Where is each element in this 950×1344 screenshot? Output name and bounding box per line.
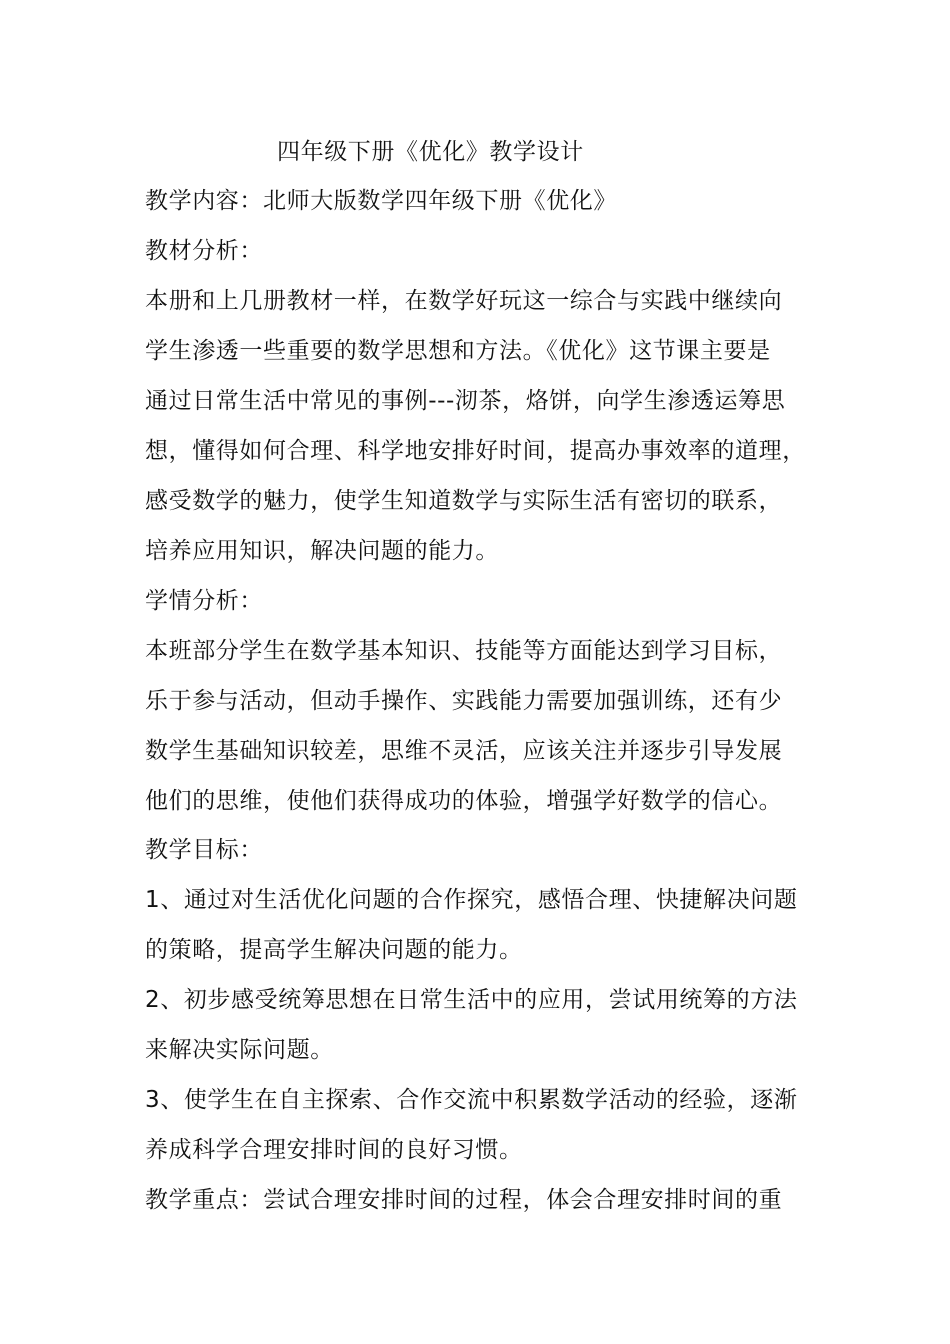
text-line: 数学生基础知识较差，思维不灵活，应该关注并逐步引导发展 [145,738,783,764]
text-line: 养成科学合理安排时间的良好习惯。 [145,1137,523,1163]
document-title: 四年级下册《优化》教学设计 [277,139,584,165]
text-line: 培养应用知识，解决问题的能力。 [145,538,499,564]
text-line: 乐于参与活动，但动手操作、实践能力需要加强训练，还有少 [145,688,783,714]
text-line: 感受数学的魅力，使学生知道数学与实际生活有密切的联系， [145,488,783,514]
text-line: 3、使学生在自主探索、合作交流中积累数学活动的经验，逐渐 [145,1087,798,1113]
text-line: 2、初步感受统筹思想在日常生活中的应用，尝试用统筹的方法 [145,987,798,1013]
text-line: 的策略，提高学生解决问题的能力。 [145,937,523,963]
text-line: 他们的思维，使他们获得成功的体验，增强学好数学的信心。 [145,788,783,814]
text-line: 通过日常生活中常见的事例---沏茶，烙饼，向学生渗透运筹思 [145,388,786,414]
text-line: 本册和上几册教材一样，在数学好玩这一综合与实践中继续向 [145,288,783,314]
text-line: 学生渗透一些重要的数学思想和方法。《优化》这节课主要是 [145,338,771,364]
text-line: 教学内容：北师大版数学四年级下册《优化》 [145,188,617,214]
text-line: 想，懂得如何合理、科学地安排好时间，提高办事效率的道理， [145,438,806,464]
text-line: 教学重点：尝试合理安排时间的过程，体会合理安排时间的重 [145,1187,783,1213]
text-line: 本班部分学生在数学基本知识、技能等方面能达到学习目标， [145,638,783,664]
text-line: 1、通过对生活优化问题的合作探究，感悟合理、快捷解决问题 [145,887,798,913]
text-line: 教材分析： [145,238,263,264]
text-line: 来解决实际问题。 [145,1037,334,1063]
text-line: 学情分析： [145,588,263,614]
text-line: 教学目标： [145,837,263,863]
